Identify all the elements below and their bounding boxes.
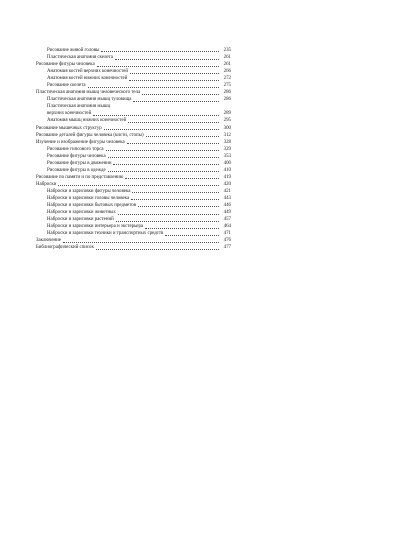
toc-entry-title: Наброски и зарисовки техники и транспортных средств: [47, 231, 164, 237]
toc-entry-page-number: 295: [223, 118, 231, 124]
toc-entry-title: Изучение и изображение фигуры человека: [36, 139, 125, 145]
toc-entry: [36, 61, 231, 68]
toc-entry: [36, 237, 231, 244]
toc-entry-title: Рисование гипсового торса: [47, 146, 104, 152]
toc-entry: [36, 167, 231, 174]
toc-dot-leader: [137, 202, 220, 209]
toc-entry-page-number: 477: [223, 245, 231, 251]
toc-entry-title: Рисование фигуры человека: [36, 62, 95, 68]
toc-entry: [36, 54, 231, 61]
toc-entry-title: Наброски и зарисовки головы человека: [47, 195, 130, 201]
toc-dot-leader: [57, 181, 220, 188]
toc-entry: [36, 230, 231, 237]
toc-entry-page-number: 449: [223, 210, 231, 216]
toc-dot-leader: [62, 237, 220, 244]
toc-entry-page-number: 300: [223, 125, 231, 131]
toc-entry-title: Заключение: [36, 238, 61, 244]
toc-entry: [36, 146, 231, 153]
toc-entry-page-number: 457: [223, 217, 231, 223]
toc-dot-leader: [100, 47, 220, 54]
toc-entry-page-number: 261: [223, 62, 231, 68]
toc-entry-title: Пластическая анатомия мышц туловища: [47, 97, 132, 103]
toc-dot-leader: [103, 125, 220, 132]
toc-entry-title: Рисование по памяти и по представлению: [36, 174, 124, 180]
toc-dot-leader: [96, 61, 220, 68]
toc-dot-leader: [112, 160, 220, 167]
toc-entry-page-number: 272: [223, 76, 231, 82]
toc-dot-leader: [105, 146, 221, 153]
toc-entry: [36, 174, 231, 181]
toc-entry-title: Рисование деталей фигуры человека (кисти, стопы): [36, 132, 144, 138]
toc-entry-title: Наброски и зарисовки растений: [47, 217, 114, 223]
toc-entry: [36, 216, 231, 223]
toc-entry-page-number: 420: [223, 181, 231, 187]
toc-entry-title: Библиографический список: [36, 245, 94, 251]
toc-entry-page-number: 353: [223, 153, 231, 159]
toc-dot-leader: [107, 153, 220, 160]
toc-dot-leader: [128, 75, 220, 82]
toc-entry-page-number: 421: [223, 188, 231, 194]
toc-entry-page-number: 443: [223, 195, 231, 201]
toc-entry-continuation: Пластическая анатомия мышц: [47, 104, 111, 110]
toc-entry-page-number: 400: [223, 160, 231, 166]
toc-entry-title: Анатомия мышц нижних конечностей: [47, 118, 127, 124]
toc-dot-leader: [124, 174, 220, 181]
toc-entry-page-number: 471: [223, 231, 231, 237]
toc-entry-page-number: 410: [223, 167, 231, 173]
toc-entry-title: Анатомия костей нижних конечностей: [47, 76, 128, 82]
toc-dot-leader: [130, 195, 220, 202]
toc-entry: [36, 89, 231, 96]
toc-entry-title: Наброски и зарисовки животных: [47, 210, 116, 216]
toc-entry-title: Пластическая анатомия мышц человеческого тела: [36, 90, 141, 96]
toc-entry-title: Рисование скелета: [47, 83, 86, 89]
toc-dot-leader: [92, 110, 220, 117]
toc-dot-leader: [95, 244, 220, 251]
toc-entry-title: верхних конечностей: [47, 111, 92, 117]
toc-dot-leader: [164, 230, 220, 237]
toc-entry-page-number: 261: [223, 55, 231, 61]
toc-entry-title: Пластическая анатомия скелета: [47, 55, 113, 61]
toc-entry-page-number: 235: [223, 48, 231, 53]
toc-dot-leader: [129, 68, 220, 75]
toc-entry: [36, 117, 231, 124]
toc-entry-title: Рисование фигуры в одежде: [47, 167, 106, 173]
toc-entry: [36, 209, 231, 216]
toc-entry: [36, 181, 231, 188]
toc-dot-leader: [115, 216, 220, 223]
toc-entry-title: Наброски и зарисовки фигуры человека: [47, 188, 131, 194]
toc-entry-title: Наброски и зарисовки интерьера и экстерьера: [47, 224, 144, 230]
toc-entry: [36, 96, 231, 103]
toc-entry: [36, 244, 231, 251]
toc-entry: [36, 68, 231, 75]
toc-entry-page-number: 329: [223, 146, 231, 152]
toc-entry-title: Рисование живой головы: [47, 48, 100, 53]
toc-entry: [36, 110, 231, 117]
toc-entry: [36, 202, 231, 209]
toc-entry: [36, 125, 231, 132]
toc-entry-page-number: 312: [223, 132, 231, 138]
toc-dot-leader: [87, 82, 220, 89]
toc-entry: [36, 223, 231, 230]
toc-dot-leader: [114, 54, 220, 61]
toc-entry: [36, 153, 231, 160]
toc-entry-title: Рисование фигуры в движении: [47, 160, 112, 166]
toc-entry-page-number: 286: [223, 97, 231, 103]
toc-entry-page-number: 464: [223, 224, 231, 230]
toc-entry-page-number: 419: [223, 174, 231, 180]
toc-dot-leader: [141, 89, 220, 96]
toc-dot-leader: [145, 132, 220, 139]
toc-dot-leader: [144, 223, 220, 230]
toc-entry: [36, 160, 231, 167]
toc-entry-title: Рисование фигуры человека: [47, 153, 106, 159]
toc-entry-page-number: 275: [223, 83, 231, 89]
toc-entry: [36, 139, 231, 146]
toc-entry-page-number: 266: [223, 69, 231, 75]
toc-entry: [36, 188, 231, 195]
table-of-contents: [36, 47, 231, 251]
toc-dot-leader: [127, 117, 220, 124]
toc-entry-title: Анатомия костей верхних конечностей: [47, 69, 129, 75]
toc-entry-page-number: 289: [223, 111, 231, 117]
toc-entry-page-number: 446: [223, 203, 231, 209]
toc-dot-leader: [126, 139, 220, 146]
toc-dot-leader: [131, 188, 220, 195]
toc-entry-page-number: 328: [223, 139, 231, 145]
toc-entry-title: Рисование мышечных структур: [36, 125, 102, 131]
toc-entry: [36, 75, 231, 82]
toc-dot-leader: [117, 209, 220, 216]
toc-entry: [36, 132, 231, 139]
toc-entry-page-number: 286: [223, 90, 231, 96]
toc-entry: [36, 47, 231, 54]
toc-entry-page-number: 476: [223, 238, 231, 244]
toc-dot-leader: [107, 167, 220, 174]
toc-entry-title: Наброски: [36, 181, 57, 187]
toc-dot-leader: [132, 96, 220, 103]
toc-entry: [36, 82, 231, 89]
toc-entry-title: Наброски и зарисовки бытовых предметов: [47, 203, 137, 209]
toc-entry: [36, 195, 231, 202]
